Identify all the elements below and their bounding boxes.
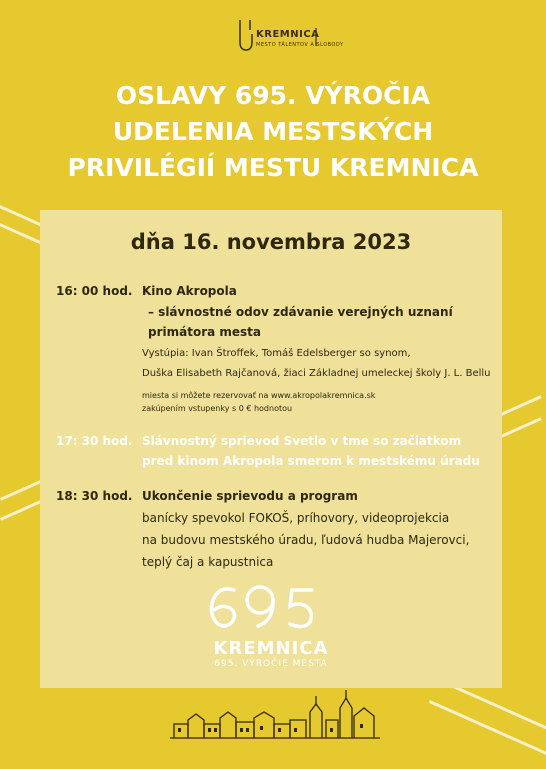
event-title: Ukončenie sprievodu a program bbox=[142, 489, 358, 503]
town-skyline-icon bbox=[170, 690, 380, 740]
page-title bbox=[0, 78, 546, 186]
event-description: na budovu mestského úradu, ľudová hudba Majerovci, bbox=[142, 533, 470, 547]
anniversary-subtitle: 695. VÝROČIE MESTA bbox=[214, 659, 328, 669]
event-description: pred kinom Akropola smerom k mestskému úradu bbox=[142, 454, 480, 468]
anniversary-name: KREMNICA bbox=[213, 638, 329, 659]
event-time: 17: 30 hod. bbox=[56, 434, 133, 448]
event-performers: Vystúpia: Ivan Štroffek, Tomáš Edelsberger so synom, bbox=[142, 348, 411, 359]
event-description: banícky spevokol FOKOŠ, príhovory, videoprojekcia bbox=[142, 511, 450, 525]
title-line: PRIVILÉGIÍ MESTU KREMNICA bbox=[67, 153, 479, 182]
event-performers: Duška Elisabeth Rajčanová, žiaci Základnej umeleckej školy J. L. Bellu bbox=[142, 368, 491, 379]
event-description: teplý čaj a kapustnica bbox=[142, 555, 274, 569]
event-time: 18: 30 hod. bbox=[56, 489, 133, 503]
title-line: UDELENIA MESTSKÝCH bbox=[112, 117, 434, 146]
event-time: 16: 00 hod. bbox=[56, 284, 133, 298]
event-description: – slávnostné odov zdávanie verejných uznaní bbox=[148, 305, 453, 319]
event-description: primátora mesta bbox=[148, 325, 262, 339]
logo-tagline: MESTO TÁLENTOV A SLOBODY bbox=[256, 42, 344, 48]
event-note: miesta si môžete rezervovať na www.akropolakremnica.sk bbox=[142, 391, 376, 400]
event-date: dňa 16. novembra 2023 bbox=[130, 230, 412, 254]
logo-name: KREMNICA bbox=[256, 29, 320, 40]
decorative-stripe bbox=[429, 700, 546, 760]
event-note: zakúpením vstupenky s 0 € hodnotou bbox=[142, 404, 293, 413]
anniversary-695-mark bbox=[200, 582, 320, 630]
title-line: OSLAVY 695. VÝROČIA bbox=[115, 81, 431, 110]
event-description: Slávnostný sprievod Svetlo v tme so začiatkom bbox=[142, 434, 462, 448]
program-panel bbox=[40, 210, 502, 688]
event-title: Kino Akropola bbox=[142, 284, 237, 298]
